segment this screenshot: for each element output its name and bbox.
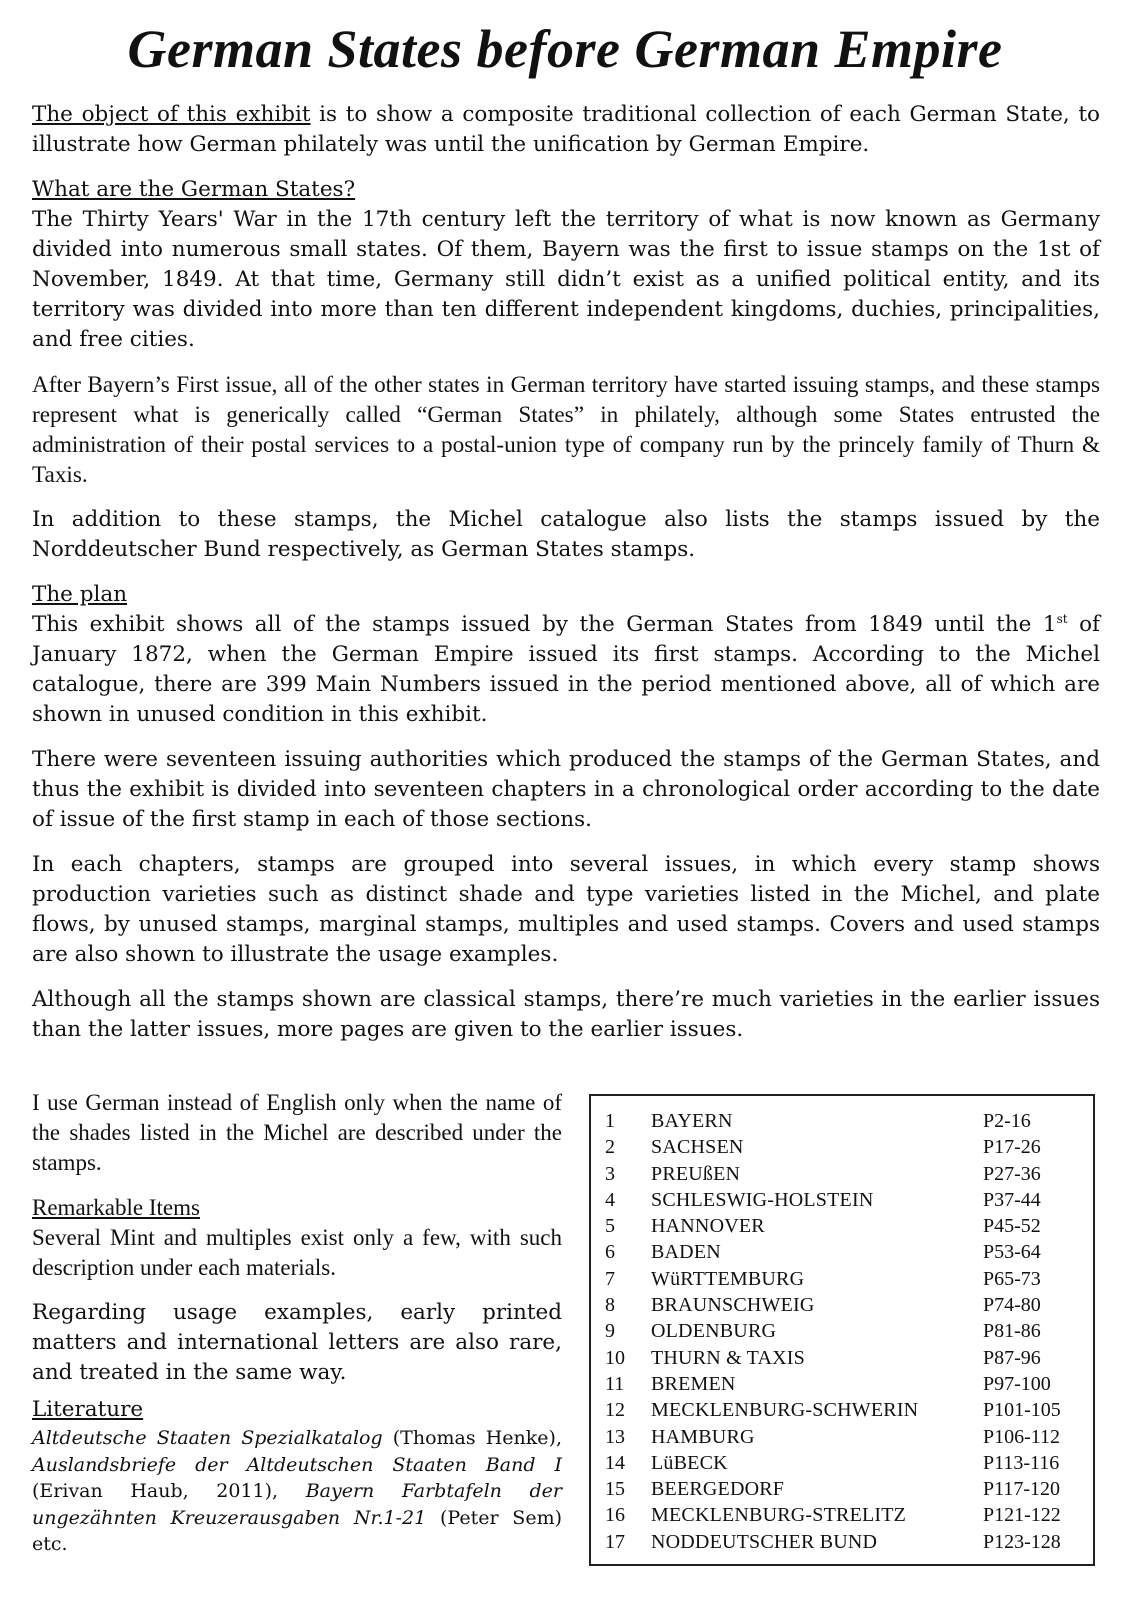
chapter-number: 17 [605, 1530, 625, 1553]
chapter-row [591, 1108, 1093, 1134]
chapter-row [591, 1266, 1093, 1292]
chapter-name: LüBECK [651, 1451, 728, 1474]
plan-paragraph-3: In each chapters, stamps are grouped into several issues, in which every stamp shows production varieties such as distinct shade and type varieties listed in the Michel, and plate flows, by unused stamps, marginal stamps, multiples and used stamps. Covers and used stamps are also shown to illustrate the usage examples. [32, 852, 1100, 967]
chapter-pages: P27-36 [983, 1162, 1041, 1185]
plan-heading: The plan [32, 582, 128, 607]
chapter-name: BAYERN [651, 1110, 733, 1132]
chapter-row [591, 1134, 1093, 1160]
literature-heading: Literature [32, 1397, 144, 1422]
chapter-row [591, 1502, 1093, 1528]
chapter-name: BREMEN [651, 1372, 736, 1395]
chapter-number: 9 [605, 1320, 615, 1343]
chapter-number: 14 [605, 1451, 625, 1474]
plan-p1-a: This exhibit shows all of the stamps issued by the German States from 1849 until the 1 [32, 612, 1057, 637]
chapter-row [591, 1450, 1093, 1476]
chapter-number: 2 [605, 1136, 615, 1159]
chapter-name: BRAUNSCHWEIG [651, 1294, 815, 1317]
chapter-pages: P113-116 [983, 1451, 1060, 1474]
chapter-row [591, 1161, 1093, 1187]
main-text [32, 100, 1100, 1045]
intro-lead: The object of this exhibit [32, 102, 311, 127]
lit-title-1: Altdeutsche Staaten Spezialkatalog [32, 1427, 383, 1449]
chapter-row [591, 1371, 1093, 1397]
chapter-name: OLDENBURG [651, 1320, 777, 1343]
chapter-number: 12 [605, 1399, 625, 1422]
chapter-number: 15 [605, 1478, 625, 1501]
chapter-pages: P106-112 [983, 1425, 1061, 1448]
lit-author-3: (Peter Sem) etc. [32, 1506, 562, 1555]
chapter-table [589, 1094, 1095, 1566]
chapter-number: 8 [605, 1294, 615, 1317]
chapter-name: BEERGEDORF [651, 1478, 785, 1501]
plan-paragraph-2: There were seventeen issuing authorities which produced the stamps of the German States, and thus the exhibit is divided into seventeen chapters in a chronological order according to the date of issue of the first stamp in each of those sections. [32, 747, 1100, 832]
chapter-row [591, 1239, 1093, 1265]
what-paragraph-3: In addition to these stamps, the Michel catalogue also lists the stamps issued by the Norddeutscher Bund respectively, as German States stamps. [32, 507, 1100, 562]
remarkable-paragraph-1: Several Mint and multiples exist only a few, with such description under each materials. [32, 1225, 562, 1280]
lit-author-1: (Thomas Henke), [382, 1427, 562, 1449]
chapter-name: HAMBURG [651, 1425, 755, 1448]
chapter-name: HANNOVER [651, 1215, 765, 1238]
chapter-pages: P74-80 [983, 1294, 1041, 1317]
literature-paragraph [32, 1425, 562, 1558]
chapter-name: PREUßEN [651, 1162, 741, 1185]
chapter-pages: P2-16 [983, 1110, 1031, 1132]
chapter-row [591, 1424, 1093, 1450]
chapter-name: THURN & TAXIS [651, 1346, 805, 1369]
what-paragraph-1: The Thirty Years' War in the 17th century left the territory of what is now known as Germany divided into numerous small states. Of them, Bayern was the first to issue stamps on the 1st of November, 1849. At that time, Germany still didn’t exist as a unified political entity, and its territory was divided into more than ten different independent kingdoms, duchies, principalities, and free cities. [32, 207, 1100, 352]
chapter-pages: P117-120 [983, 1478, 1061, 1501]
chapter-name: MECKLENBURG-STRELITZ [651, 1504, 907, 1527]
chapter-name: SACHSEN [651, 1136, 744, 1159]
chapter-name: SCHLESWIG-HOLSTEIN [651, 1188, 874, 1211]
chapter-number: 5 [605, 1215, 615, 1238]
chapter-number: 16 [605, 1504, 625, 1527]
chapter-row [591, 1476, 1093, 1502]
chapter-pages: P37-44 [983, 1188, 1041, 1211]
chapter-number: 6 [605, 1241, 615, 1264]
remarkable-heading: Remarkable Items [32, 1195, 200, 1220]
chapter-pages: P65-73 [983, 1267, 1041, 1290]
what-heading: What are the German States? [32, 177, 356, 202]
chapter-row [591, 1213, 1093, 1239]
chapter-number: 11 [605, 1372, 625, 1395]
chapter-number: 4 [605, 1188, 615, 1211]
lit-title-3: Bayern Farbtafeln der ungezähnten Kreuzerausgaben Nr.1-21 [32, 1480, 562, 1529]
chapter-name: BADEN [651, 1241, 721, 1264]
chapter-pages: P101-105 [983, 1399, 1061, 1422]
chapter-row [591, 1292, 1093, 1318]
plan-p1-b: of January 1872, when the German Empire issued its first stamps. According to the Michel catalogue, there are 399 Main Numbers issued in the period mentioned above, all of which are shown in unused condition in this exhibit. [32, 612, 1100, 727]
chapter-row [591, 1397, 1093, 1423]
intro-rest: is to show a composite traditional collection of each German State, to illustrate how German philately was until the unification by German Empire. [32, 102, 1100, 157]
german-note: I use German instead of English only when the name of the shades listed in the Michel are described under the stamps. [32, 1090, 562, 1175]
plan-p1-sup: st [1056, 611, 1068, 626]
chapter-name: MECKLENBURG-SCHWERIN [651, 1399, 919, 1422]
intro-paragraph [32, 100, 1100, 160]
chapter-name: WüRTTEMBURG [651, 1267, 805, 1290]
chapter-number: 1 [605, 1110, 615, 1132]
remarkable-paragraph-2: Regarding usage examples, early printed matters and international letters are also rare, and treated in the same way. [32, 1300, 562, 1385]
plan-paragraph-4: Although all the stamps shown are classical stamps, there’re much varieties in the earlier issues than the latter issues, more pages are given to the earlier issues. [32, 987, 1100, 1042]
chapter-row [591, 1318, 1093, 1344]
plan-paragraph-1 [32, 610, 1100, 730]
chapter-pages: P17-26 [983, 1136, 1041, 1159]
lit-author-2: (Erivan Haub, 2011), [32, 1480, 306, 1502]
chapter-number: 3 [605, 1162, 615, 1185]
lower-left-column [32, 1088, 562, 1558]
chapter-row [591, 1345, 1093, 1371]
chapter-pages: P87-96 [983, 1346, 1041, 1369]
chapter-pages: P45-52 [983, 1215, 1041, 1238]
chapter-pages: P97-100 [983, 1372, 1051, 1395]
chapter-row [591, 1187, 1093, 1213]
page-title: German States before German Empire [127, 19, 1003, 79]
lit-title-2: Auslandsbriefe der Altdeutschen Staaten Band I [32, 1453, 562, 1476]
chapter-number: 10 [605, 1346, 625, 1369]
chapter-pages: P123-128 [983, 1530, 1061, 1553]
what-paragraph-2: After Bayern’s First issue, all of the other states in German territory have started issuing stamps, and these stamps represent what is generically called “German States” in philately, although some States entrusted the administration of their postal services to a postal-union type of company run by the princely family of Thurn & Taxis. [32, 372, 1100, 488]
chapter-pages: P53-64 [983, 1241, 1041, 1264]
chapter-name: NODDEUTSCHER BUND [651, 1530, 878, 1553]
chapter-pages: P121-122 [983, 1504, 1061, 1527]
chapter-number: 13 [605, 1425, 625, 1448]
chapter-pages: P81-86 [983, 1320, 1041, 1343]
chapter-row [591, 1529, 1093, 1555]
chapter-number: 7 [605, 1267, 615, 1290]
